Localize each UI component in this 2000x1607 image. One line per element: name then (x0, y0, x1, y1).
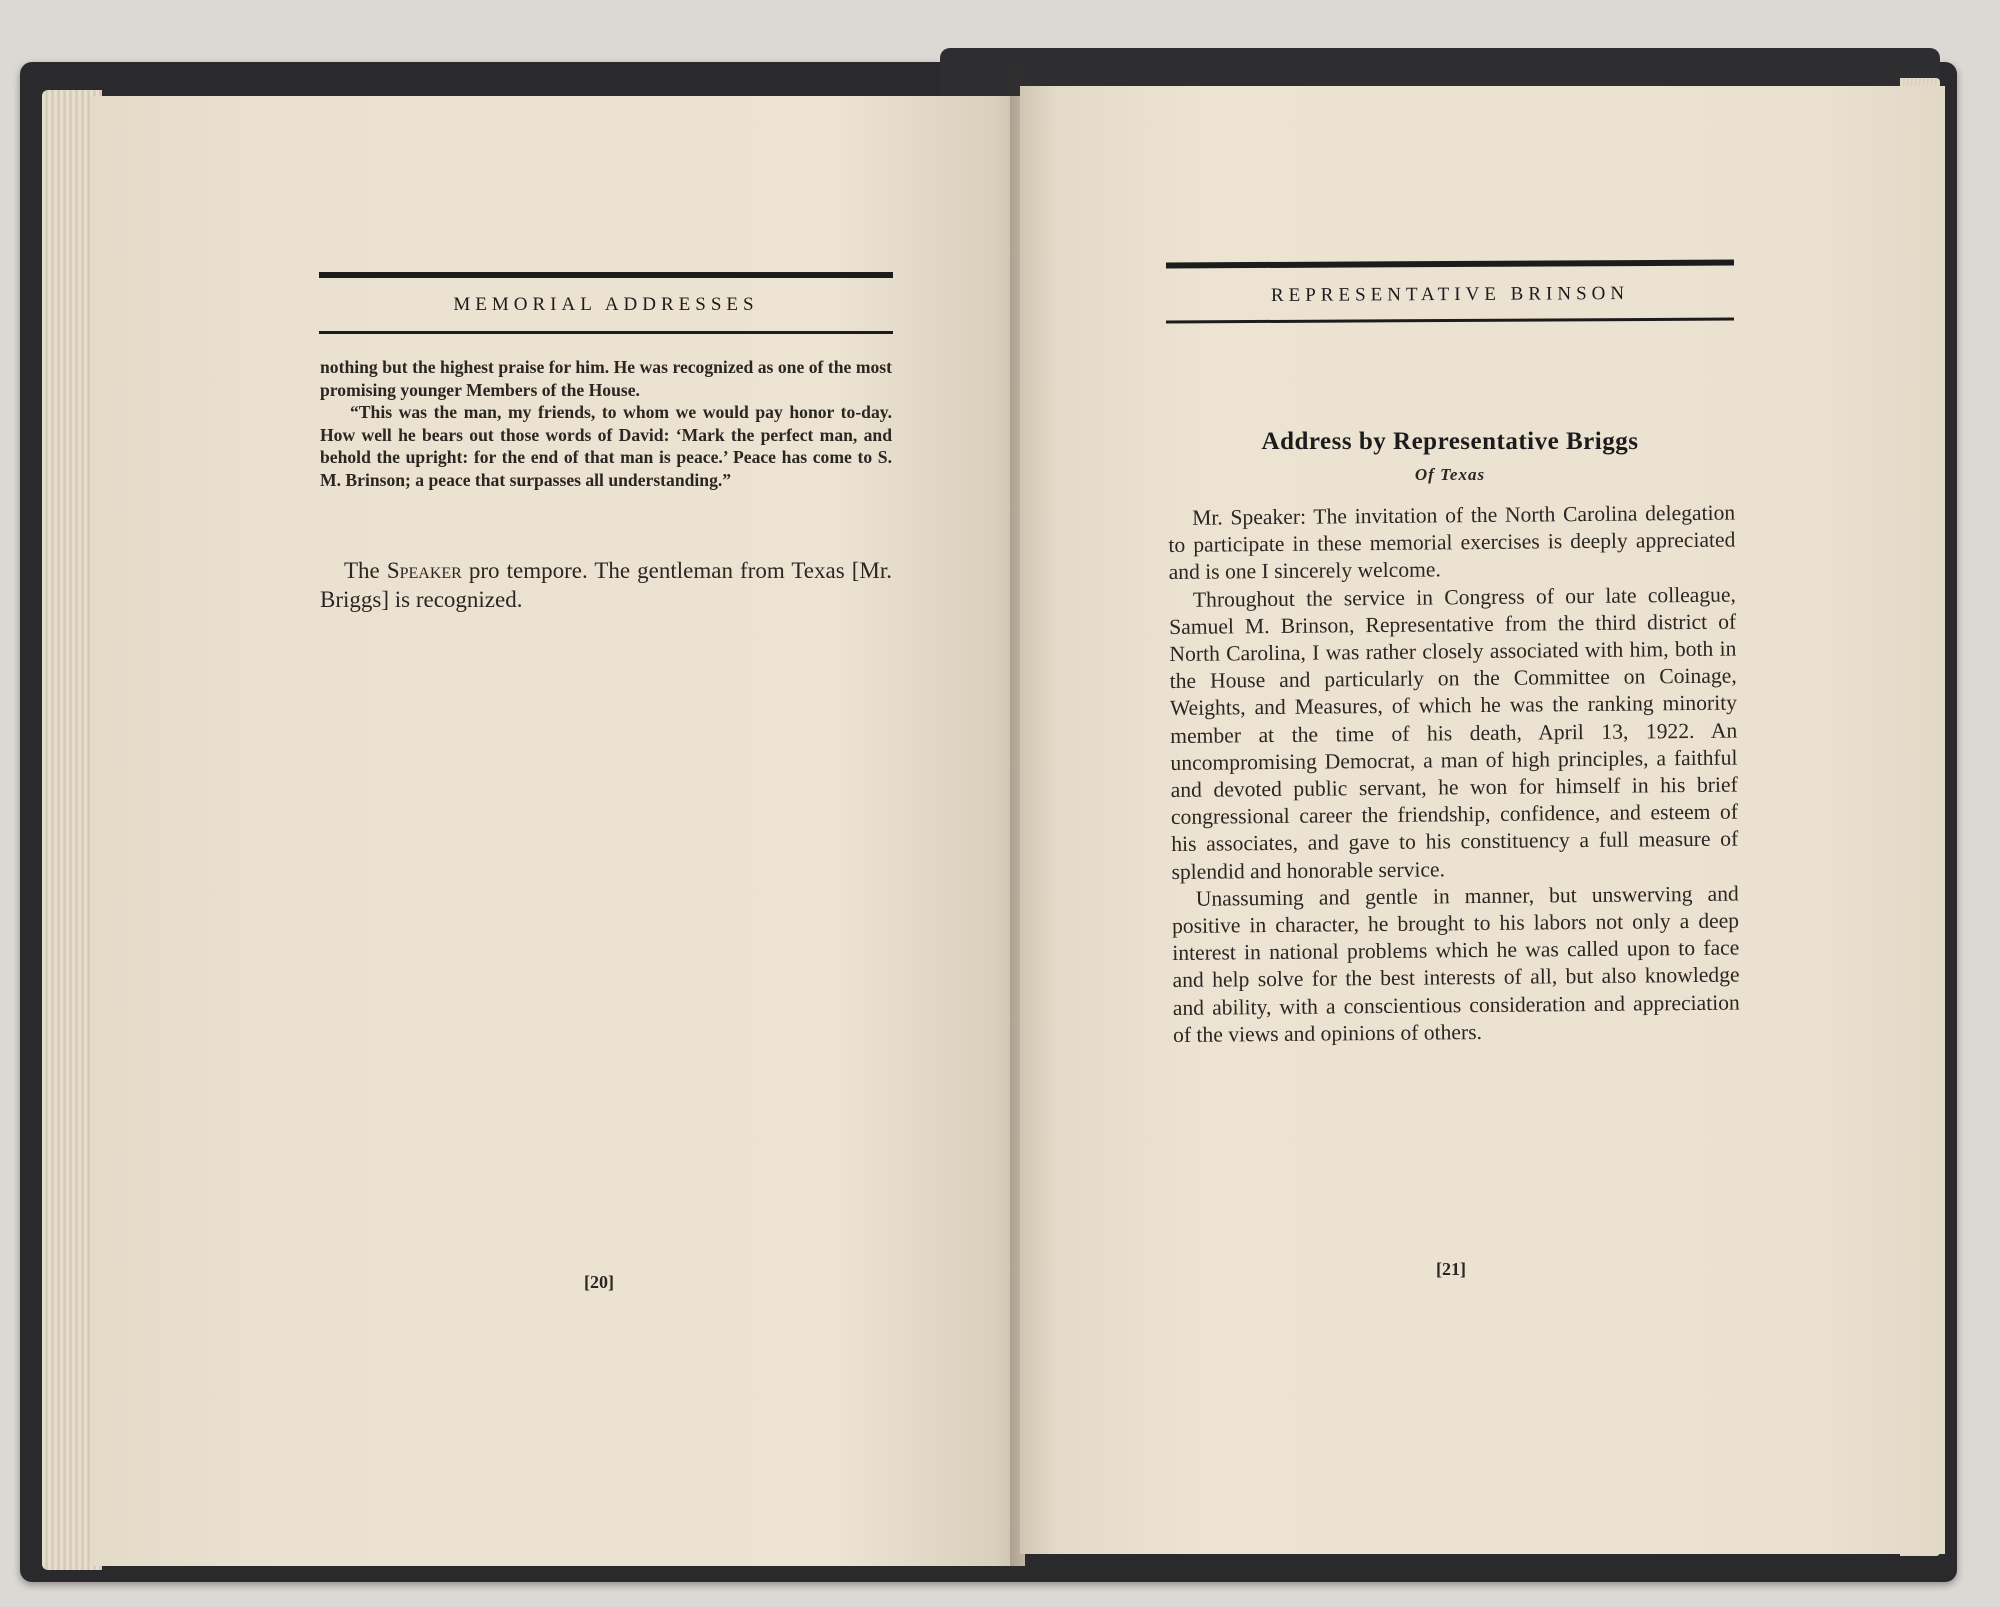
speaker-line-prefix: The (344, 558, 387, 583)
right-paragraph-2: Throughout the service in Congress of our late colleague, Samuel M. Brinson, Representative from the third district of North Carolina, I was rather closely associated with him, both in the House and particularly on the Committee on Coinage, Weights, and Measures, of which he was the ranking minority member at the time of his death, April 13, 1922. An uncompromising Democrat, a man of high principles, a faithful and devoted public servant, he won for himself in his brief congressional career the friendship, confidence, and esteem of his associates, and gave to his constituency a full measure of splendid and honorable service. (1169, 582, 1739, 884)
left-body-text (320, 356, 892, 491)
right-body-text (1168, 500, 1740, 1049)
speaker-line-rest: pro tempore. The gentleman from Texas [Mr. Briggs] is recognized. (320, 558, 892, 612)
left-running-head: MEMORIAL ADDRESSES (453, 294, 759, 315)
left-head-rule-bottom (319, 331, 893, 334)
right-running-head: REPRESENTATIVE BRINSON (1270, 283, 1630, 306)
right-paragraph-1: Mr. Speaker: The invitation of the North Carolina delegation to participate in these memorial exercises is deeply appreciated and is one I sincerely welcome. (1168, 500, 1736, 585)
right-page-number: [21] (1436, 1259, 1466, 1279)
left-paragraph-1: nothing but the highest praise for him. He was recognized as one of the most promising younger Members of the House. (320, 357, 892, 400)
left-head-rule-top (319, 272, 893, 278)
left-page-number: [20] (584, 1272, 614, 1292)
left-page (90, 96, 1025, 1566)
speaker-title: Speaker (386, 558, 462, 583)
right-paragraph-3: Unassuming and gentle in manner, but unswerving and positive in character, he brought to his labors not only a deep interest in national problems which he was called upon to face and help solve for the best interests of all, but also knowledge and ability, with a conscientious consideration and appreciation of the views and opinions of others. (1171, 881, 1740, 1047)
speaker-recognition-line (320, 556, 892, 614)
left-paragraph-2: “This was the man, my friends, to whom we would pay honor to-day. How well he bears out those words of David: ‘Mark the perfect man, and behold the upright: for the end of that man is peace.’ Peace has come to S. M. Brinson; a peace that surpasses all understanding.” (320, 402, 892, 490)
address-title: Address by Representative Briggs (1261, 428, 1639, 455)
address-subtitle: Of Texas (1414, 465, 1486, 484)
